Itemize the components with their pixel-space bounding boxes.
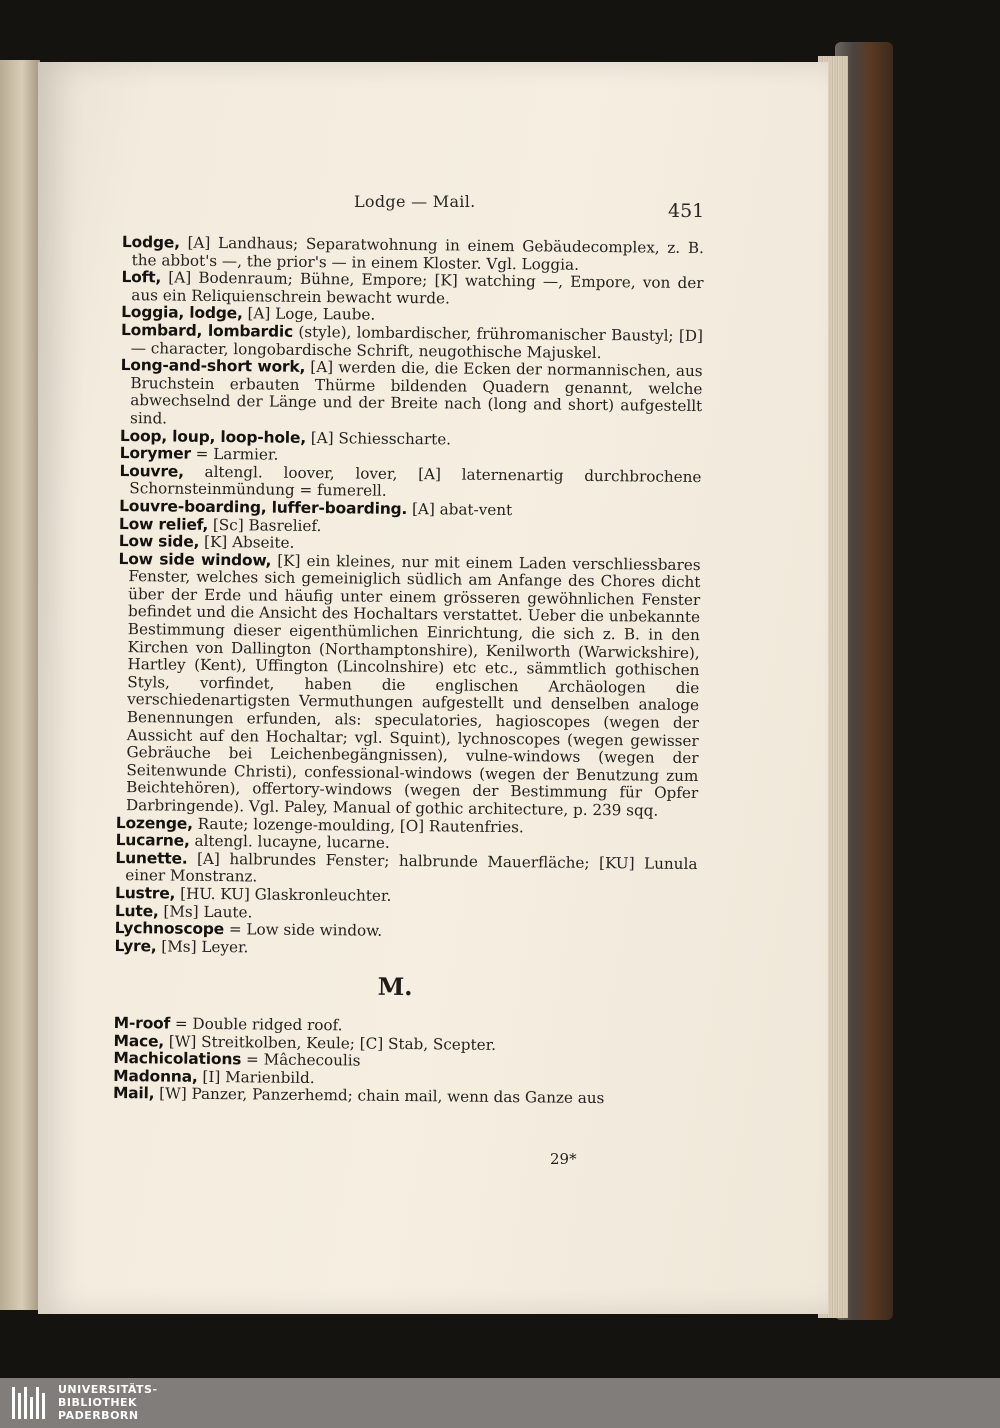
entry-definition: [Ms] Laute. <box>158 901 253 921</box>
dictionary-entry <box>120 357 703 433</box>
page-number: 451 <box>668 200 705 222</box>
entry-headword: Madonna, <box>113 1066 198 1086</box>
entry-headword: Low side window, <box>118 549 272 570</box>
entry-definition: [A] abat-vent <box>407 499 513 520</box>
library-logo-icon <box>10 1383 50 1423</box>
entries-letter-m <box>113 1015 696 1109</box>
entry-definition: [Ms] Leyer. <box>156 937 249 957</box>
entry-definition: [A] Loge, Laube. <box>242 304 376 325</box>
entry-definition: [HU. KU] Glaskronleuchter. <box>175 884 392 905</box>
entry-headword: Lyre, <box>114 936 157 956</box>
entry-headword: Lodge, <box>121 233 180 252</box>
entry-definition: = Double ridged roof. <box>169 1014 343 1035</box>
entry-definition: [A] Bodenraum; Bühne, Empore; [K] watching —, Empore, von der aus ein Reliquienschrein bewacht wurde. <box>131 268 704 308</box>
library-name <box>58 1383 158 1422</box>
running-title: Lodge — Mail. <box>354 192 476 211</box>
entry-headword: Lombard, lombardic <box>120 320 294 341</box>
entry-headword: Lucarne, <box>115 831 190 850</box>
entry-definition: [K] ein kleines, nur mit einem Laden verschliessbares Fenster, welches sich gemeiniglich südlich am Anfange des Chores dicht über der Erde und häufig unter einem grösseren gewöhnlichen Fenster befindet und die Ansicht des Hochaltars verstattet. Ueber die unbekannte Bestimmung dieser eigenthümlichen Einrichtung, die sich z. B. in den Kirchen von Dallington (Northamptonshire), Kenilworth (Warwickshire), Hartley (Kent), Uffington (Lincolnshire) etc etc., sämmtlich gothischen Styls, vorfindet, haben die englischen Archäologen die verschiedenartigsten Vermuthungen aufgestellt und denselben analoge Benennungen erfunden, als: speculatories, hagioscopes (wegen der Aussicht auf den Hochaltar; vgl. Squint), lychnoscopes (wegen gewisser Gebräuche bei Leichenbegängnissen), vulne-windows (wegen der Seitenwunde Christi), confessional-windows (wegen der Benutzung zum Beichtehören), offertory-windows (wegen der Bestimmung für Opfer Darbringende). Vgl. Paley, Manual of gothic architecture, p. 239 sqq. <box>125 551 701 820</box>
signature-mark: 29* <box>550 1150 577 1168</box>
entry-headword: Low side, <box>118 532 200 551</box>
library-name-line: BIBLIOTHEK <box>58 1396 138 1409</box>
entry-headword: Louvre-boarding, luffer-boarding. <box>119 496 408 518</box>
entry-headword: Louvre, <box>119 461 184 481</box>
entry-headword: Lychnoscope <box>114 919 225 939</box>
entry-headword: Loggia, lodge, <box>121 303 243 323</box>
entry-headword: Long-and-short work, <box>120 356 306 377</box>
facing-page-edge <box>0 60 40 1310</box>
library-footer <box>0 1378 1000 1428</box>
entry-definition: [K] Abseite. <box>199 532 295 552</box>
entry-definition: [A] werden die, die Ecken der normannischen, aus Bruchstein erbauten Thürme bildenden Quadern genannt, welche abwechselnd der Länge und der Breite nach (long and short) aufgestellt sind. <box>129 358 703 428</box>
entry-headword: Loop, loup, loop-hole, <box>119 426 307 447</box>
dictionary-entry <box>116 551 701 821</box>
entry-definition: altengl. lucayne, lucarne. <box>189 831 390 853</box>
entry-headword: Lozenge, <box>115 813 193 833</box>
entry-headword: M-roof <box>113 1013 171 1033</box>
entry-definition: [W] Streitkolben, Keule; [C] Stab, Scepter. <box>163 1032 497 1054</box>
dictionary-entries <box>113 234 704 1109</box>
entry-headword: Mace, <box>113 1031 165 1051</box>
entry-headword: Lunette. <box>115 848 188 868</box>
entry-definition: = Mâchecoulis <box>241 1050 361 1070</box>
entry-definition: [A] halbrundes Fenster; halbrunde Mauerfläche; [KU] Lunula einer Monstranz. <box>125 849 698 886</box>
entry-headword: Lorymer <box>119 444 191 463</box>
entry-definition: = Larmier. <box>190 444 279 464</box>
entry-headword: Mail, <box>112 1084 155 1103</box>
entry-definition: = Low side window. <box>223 920 383 940</box>
entries-letter-l <box>114 234 704 961</box>
library-name-line: PADERBORN <box>58 1409 139 1422</box>
entry-headword: Lustre, <box>115 883 176 903</box>
entry-headword: Machicolations <box>113 1049 242 1069</box>
page-header <box>0 192 1000 222</box>
library-name-line: UNIVERSITÄTS- <box>58 1383 158 1396</box>
entry-headword: Low relief, <box>118 514 209 534</box>
entry-definition: [A] Schiesscharte. <box>305 428 452 448</box>
entry-headword: Loft, <box>121 268 162 287</box>
entry-definition: [I] Marienbild. <box>197 1067 315 1087</box>
entry-definition: [W] Panzer, Panzerhemd; chain mail, wenn das Ganze aus <box>154 1084 605 1108</box>
entry-headword: Lute, <box>114 901 159 920</box>
entry-definition: [Sc] Basrelief. <box>207 515 322 535</box>
entry-definition: Raute; lozenge-moulding, [O] Rautenfries. <box>192 814 524 836</box>
section-letter: M. <box>377 972 413 1002</box>
entry-definition: [A] Landhaus; Separatwohnung in einem Gebäudecomplex, z. B. the abbot's —, the prior's — in einem Kloster. Vgl. Loggia. <box>131 233 704 274</box>
entry-definition: altengl. loover, lover, [A] laternenartig durchbrochene Schornsteinmündung = fumerell. <box>129 462 702 501</box>
entry-definition: (style), lombardischer, frühromanischer Baustyl; [D] — character, longobardische Schrift, neugothische Majuskel. <box>130 322 704 362</box>
